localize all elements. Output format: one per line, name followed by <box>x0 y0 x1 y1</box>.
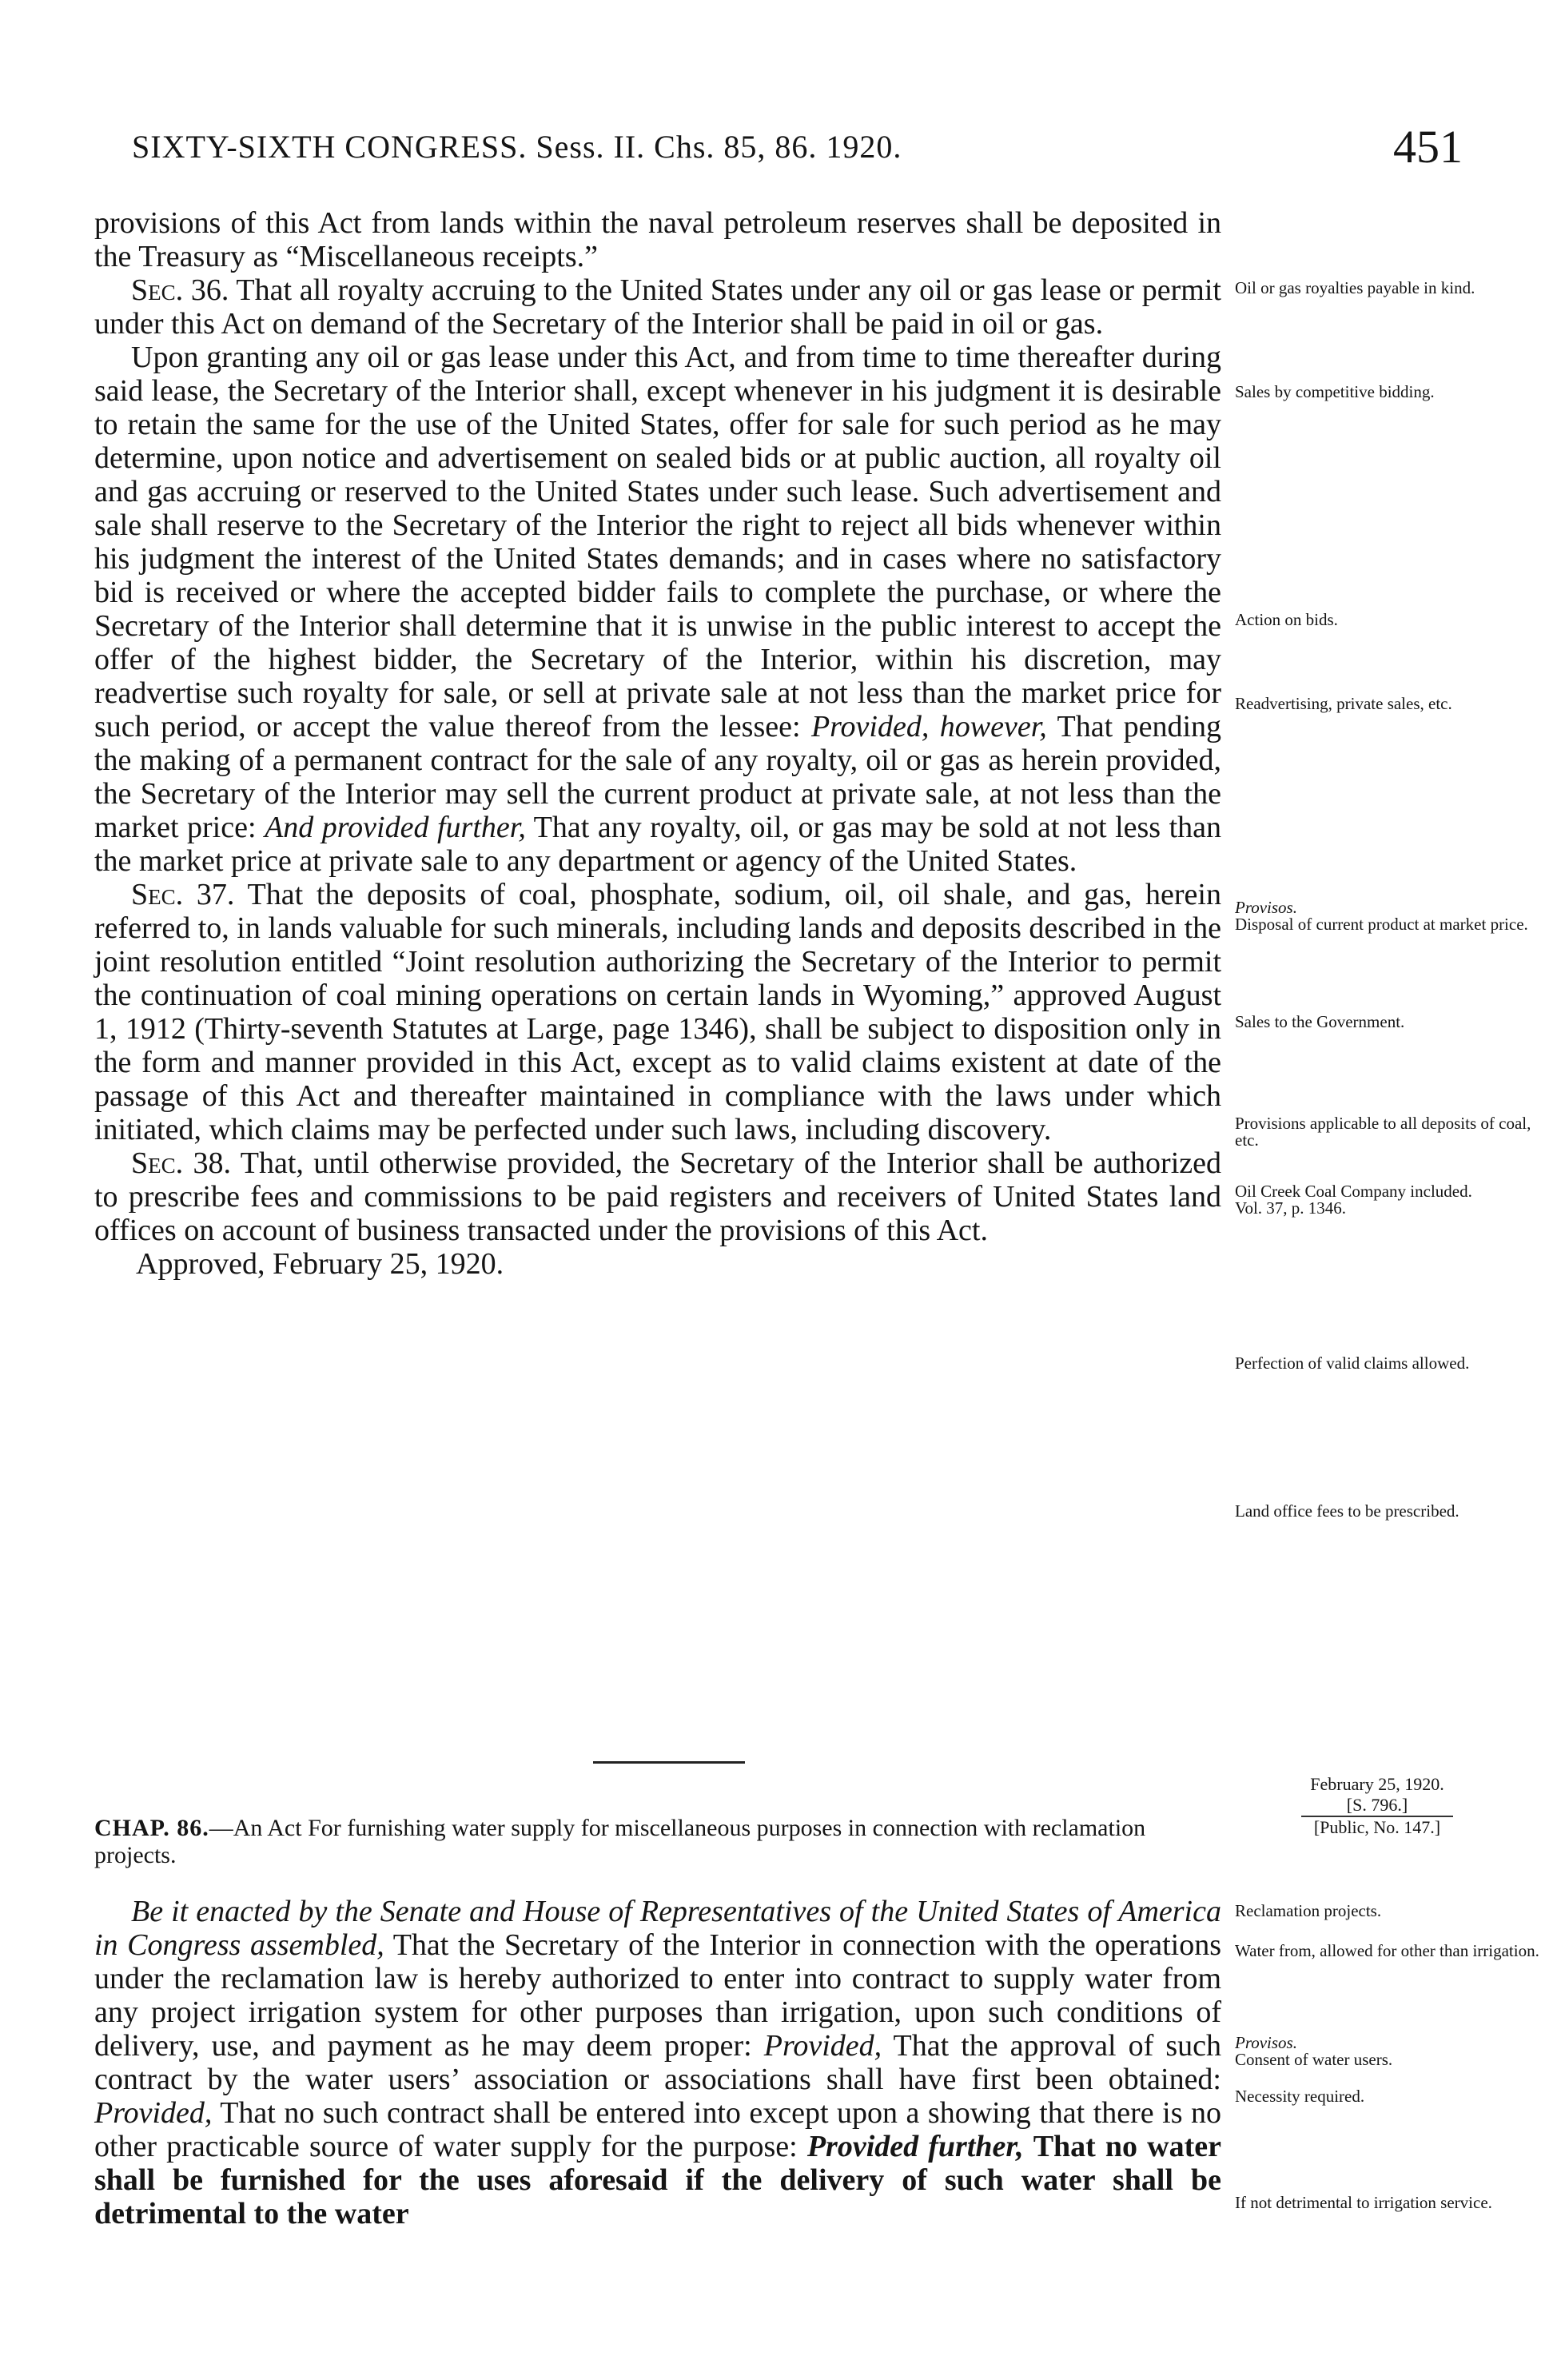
margin-note-royalties-in-kind: Oil or gas royalties payable in kind. <box>1235 278 1475 297</box>
act-text-a: That the Secretary of the Interior in connection with the operations under the reclamation law is hereby authorized to enter into contract to supply water from any project irrigation system for other purposes than irrigation, upon such conditions of delivery, use, and payment as he may deem proper: <box>94 1928 1221 2063</box>
chapter-title: —An Act For furnishing water supply for miscellaneous purposes in connection with reclamation projects. <box>94 1815 1146 1868</box>
section-38 <box>94 1146 1221 1247</box>
margin-note-statute-reference: Vol. 37, p. 1346. <box>1235 1198 1347 1218</box>
margin-note-sales-government: Sales to the Government. <box>1235 1012 1405 1031</box>
margin-note-oil-creek-text: Oil Creek Coal Company included. <box>1235 1182 1472 1201</box>
paragraph-royalty-sales <box>94 341 1221 878</box>
margin-note-reclamation-projects: Reclamation projects. <box>1235 1901 1382 1920</box>
margin-note-provisos-label-2: Provisos. <box>1235 2033 1297 2052</box>
paragraph-naval-reserves: provisions of this Act from lands within the naval petroleum reserves shall be deposited in the Treasury as “Miscellaneous receipts.” <box>94 206 1221 273</box>
approved-date: Approved, February 25, 1920. <box>136 1247 504 1281</box>
statute-body <box>94 206 1221 1281</box>
public-law-number: [Public, No. 147.] <box>1313 1817 1441 1837</box>
margin-note-land-office-fees: Land office fees to be prescribed. <box>1235 1501 1459 1521</box>
act-text-b: That the approval of such contract by the water users’ association or associations shall have first been obtained: <box>94 2029 1221 2096</box>
proviso-however: Provided, however, <box>810 710 1047 744</box>
royalty-sales-text-b: That pending the making of a permanent contract for the sale of any royalty, oil or gas as herein provided, the Secretary of the Interior may sell the current product at private sale, at not less than the market price: <box>94 710 1222 844</box>
margin-note-oil-creek <box>1235 1183 1555 1217</box>
royalty-sales-text-c: That any royalty, oil, or gas may be sold at not less than the market price at private sale to any department or agency of the United States. <box>94 811 1222 878</box>
margin-note-competitive-bidding: Sales by competitive bidding. <box>1235 382 1435 401</box>
margin-note-consent-text: Consent of water users. <box>1235 2050 1393 2069</box>
act-paragraph <box>94 1895 1221 2231</box>
margin-note-water-other-uses: Water from, allowed for other than irrigation. <box>1235 1941 1539 1960</box>
section-38-text: That, until otherwise provided, the Secretary of the Interior shall be authorized to prescribe fees and commissions to be paid registers and receivers of United States land offices on account of business transacted under the provisions of this Act. <box>94 1146 1221 1247</box>
page-header <box>132 120 1463 184</box>
act-body <box>94 1895 1221 2231</box>
section-divider <box>593 1761 745 1764</box>
royalty-sales-text-a: Upon granting any oil or gas lease under this Act, and from time to time thereafter during said lease, the Secretary of the Interior shall, except whenever in his judgment it is desirable to retain the same for the use of the United States, offer for sale for such period as he may determine, upon notice and advertisement on sealed bids or at public auction, all royalty oil and gas accruing or reserved to the United States under such lease. Such advertisement and sale shall reserve to the Secretary of the Interior the right to reject all bids whenever within his judgment the interest of the United States demands; and in cases where no satisfactory bid is received or where the accepted bidder fails to complete the purchase, or where the Secretary of the Interior shall determine that it is unwise in the public interest to accept the offer of the highest bidder, the Secretary of the Interior, within his discretion, may readvertise such royalty for sale, or sell at private sale at not less than the market price for such period, or accept the value thereof from the lessee: <box>94 341 1221 744</box>
section-36 <box>94 273 1221 341</box>
margin-note-readvertising: Readvertising, private sales, etc. <box>1235 694 1452 713</box>
act-text-c: That no such contract shall be entered into except upon a showing that there is no other practicable source of water supply for the purpose: <box>94 2096 1221 2163</box>
section-37-text: That the deposits of coal, phosphate, sodium, oil, oil shale, and gas, herein referred to, in lands valuable for such minerals, including lands and deposits described in the joint resolution entitled “Joint resolution authorizing the Secretary of the Interior to permit the continuation of coal mining operations on certain lands in Wyoming,” approved August 1, 1912 (Thirty-seventh Statutes at Large, page 1346), shall be subject to disposition only in the form and manner provided in this Act, except as to valid claims existent at date of the passage of this Act and thereafter maintained in compliance with the laws under which initiated, which claims may be perfected under such laws, including discovery. <box>94 878 1221 1146</box>
act-proviso-3: Provided further, <box>806 2130 1024 2163</box>
chapter-number: CHAP. 86. <box>94 1815 209 1841</box>
section-36-label: Sec. 36. <box>131 273 229 307</box>
section-37-label: Sec. 37. <box>131 878 235 911</box>
running-head: SIXTY-SIXTH CONGRESS. Sess. II. Chs. 85, 86. 1920. <box>132 129 902 165</box>
act-text-d: That no water shall be furnished for the uses aforesaid if the delivery of such water shall be detrimental to the water <box>94 2130 1221 2231</box>
proviso-further: And provided further, <box>265 811 526 844</box>
section-37 <box>94 878 1221 1146</box>
margin-note-provisions-applicable: Provisions applicable to all deposits of coal, etc. <box>1235 1114 1531 1150</box>
chapter-date-box <box>1277 1774 1477 1838</box>
margin-note-action-on-bids: Action on bids. <box>1235 610 1338 629</box>
margin-note-valid-claims: Perfection of valid claims allowed. <box>1235 1353 1470 1373</box>
section-38-label: Sec. 38. <box>131 1146 232 1180</box>
chapter-date: February 25, 1920. <box>1310 1774 1444 1794</box>
margin-note-consent-water-users <box>1235 2035 1555 2068</box>
page-number: 451 <box>1393 121 1463 173</box>
margin-note-disposal-current-product <box>1235 899 1555 933</box>
chapter-86-heading <box>94 1815 1213 1869</box>
section-36-text: That all royalty accruing to the United States under any oil or gas lease or permit under this Act on demand of the Secretary of the Interior shall be paid in oil or gas. <box>94 273 1221 341</box>
margin-note-necessity-required: Necessity required. <box>1235 2087 1365 2106</box>
margin-note-not-detrimental: If not detrimental to irrigation service. <box>1235 2193 1492 2212</box>
margin-note-disposal-text: Disposal of current product at market price. <box>1235 915 1528 934</box>
enacting-clause: Be it enacted by the Senate and House of Representatives of the United States of America in Congress assembled, <box>94 1895 1221 1962</box>
act-proviso-2: Provided, <box>94 2096 213 2130</box>
margin-note-provisos-label: Provisos. <box>1235 898 1297 917</box>
act-proviso-1: Provided, <box>763 2029 882 2063</box>
senate-bill-number: [S. 796.] <box>1301 1795 1453 1817</box>
